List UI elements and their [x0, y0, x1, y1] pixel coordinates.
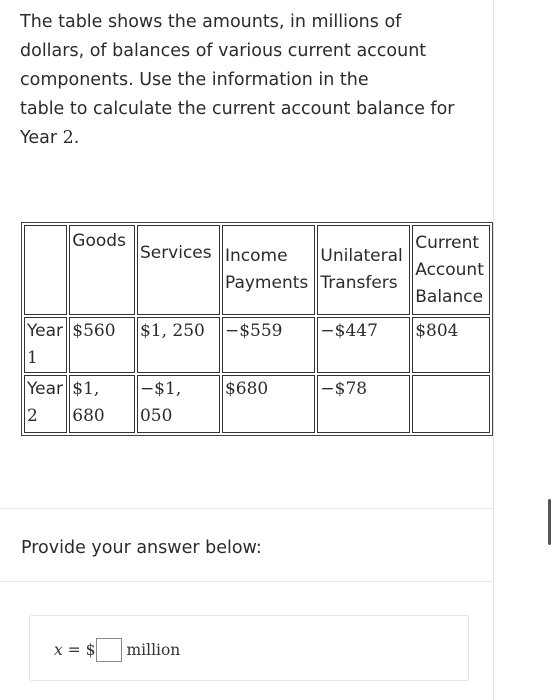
question-text [20, 8, 470, 153]
cell-current-account-balance: $804 [412, 317, 490, 373]
row-label-number: 1 [27, 348, 38, 368]
header-label-line: Unilateral [320, 246, 403, 266]
table-row [24, 375, 490, 433]
answer-input[interactable] [96, 638, 122, 662]
answer-container [29, 615, 469, 681]
cell-goods: $1, 680 [69, 375, 135, 433]
header-label-line: Current [415, 232, 480, 253]
header-current-account-balance [412, 225, 490, 315]
header-blank [24, 225, 67, 315]
row-label-word: Year [27, 321, 63, 341]
cell-services: $1, 250 [137, 317, 220, 373]
question-period: . [73, 128, 80, 148]
header-label-line: Balance [415, 286, 484, 307]
header-unilateral-transfers [317, 225, 410, 315]
header-income-payments [222, 225, 315, 315]
header-label-line: Account [415, 259, 484, 280]
question-line: table to calculate the current account balance for [20, 99, 455, 119]
row-label [24, 317, 67, 373]
scrollbar-handle[interactable] [548, 499, 551, 545]
question-line: dollars, of balances of various current account [20, 41, 427, 61]
cell-goods: $560 [69, 317, 135, 373]
answer-variable: x [54, 641, 63, 659]
question-line: The table shows the amounts, in millions of [20, 12, 402, 32]
header-services-label: Services [139, 243, 212, 263]
header-label-line: Transfers [320, 273, 398, 293]
cell-unilateral-transfers: −$78 [317, 375, 410, 433]
question-line: components. Use the information in the [20, 70, 369, 90]
header-goods: Goods [69, 225, 135, 315]
cell-unilateral-transfers: −$447 [317, 317, 410, 373]
question-line [20, 124, 470, 153]
answer-equals-dollar: = $ [62, 641, 96, 659]
header-services [137, 225, 220, 315]
section-divider [0, 508, 493, 509]
row-label-word: Year [27, 379, 63, 399]
table-row [24, 317, 490, 373]
cell-income-payments: $680 [222, 375, 315, 433]
section-divider [0, 581, 493, 582]
row-label-number: 2 [27, 406, 38, 426]
answer-expression [54, 638, 180, 662]
answer-unit: million [126, 641, 181, 659]
header-label-line: Payments [224, 273, 309, 293]
answer-prompt: Provide your answer below: [21, 538, 262, 558]
table-header-row [24, 225, 490, 315]
header-label-line: Income [224, 246, 288, 266]
question-text-fragment: Year [20, 128, 63, 148]
current-account-table [21, 222, 493, 436]
cell-income-payments: −$559 [222, 317, 315, 373]
cell-current-account-balance [412, 375, 490, 433]
row-label [24, 375, 67, 433]
question-year-number: 2 [62, 128, 74, 148]
cell-services: −$1, 050 [137, 375, 220, 433]
